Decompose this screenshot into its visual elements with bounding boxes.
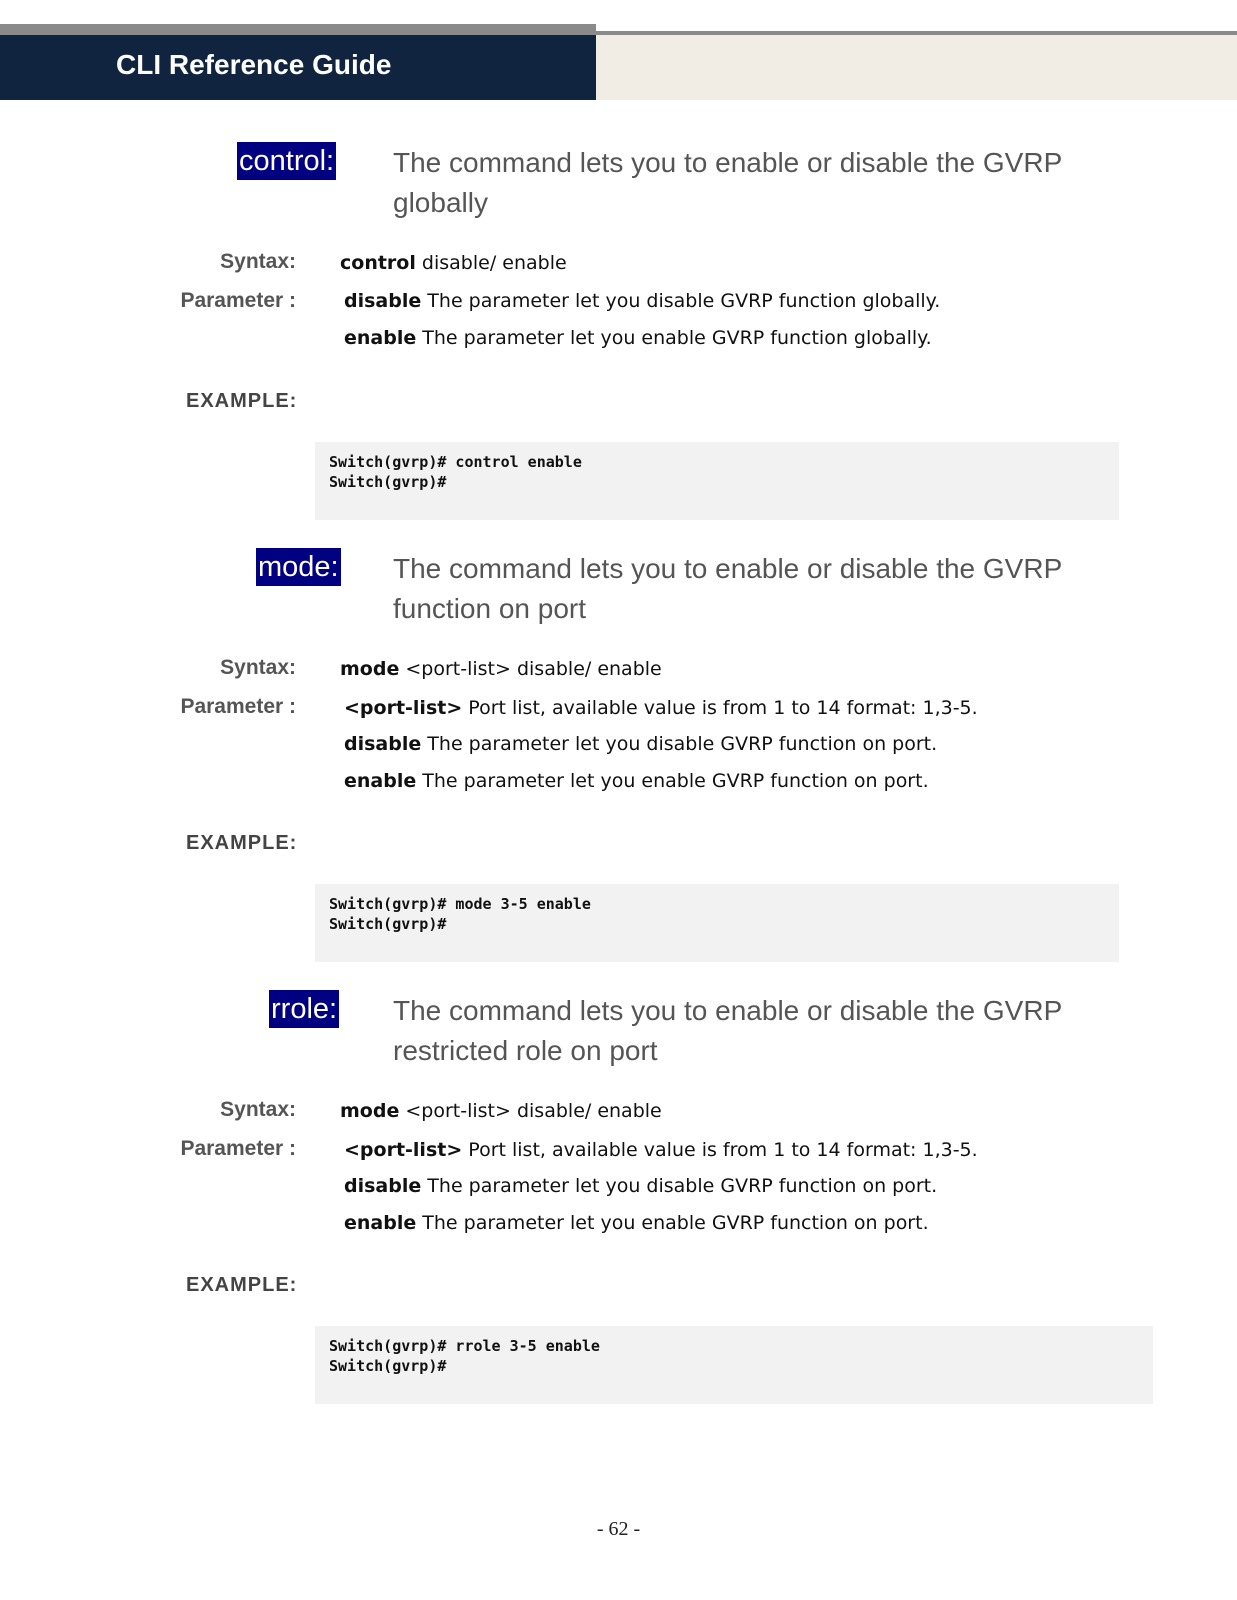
page-header-title: CLI Reference Guide <box>116 49 392 80</box>
syntax-label: Syntax: <box>220 250 296 273</box>
syntax-line <box>340 1098 662 1124</box>
parameter-text: The parameter let you enable GVRP function on port. <box>416 1212 929 1234</box>
parameter-line <box>344 768 929 794</box>
parameter-line <box>344 1210 929 1236</box>
parameter-name: enable <box>344 327 417 349</box>
header-accent-bar <box>0 24 596 35</box>
example-label: EXAMPLE: <box>186 1274 298 1296</box>
description-line: The command lets you to enable or disable the GVRP <box>393 553 1063 584</box>
syntax-args: <port-list> disable/ enable <box>399 658 662 680</box>
parameter-line <box>344 695 978 721</box>
parameter-label: Parameter : <box>180 289 296 312</box>
parameter-name: disable <box>344 290 422 312</box>
code-line: Switch(gvrp)# <box>329 473 447 491</box>
description-line: globally <box>393 187 488 218</box>
parameter-name: <port-list> <box>344 697 463 719</box>
syntax-label: Syntax: <box>220 1098 296 1121</box>
parameter-name: disable <box>344 1175 422 1197</box>
parameter-text: The parameter let you enable GVRP function globally. <box>416 327 932 349</box>
command-description <box>393 991 1133 1071</box>
parameter-text: Port list, available value is from 1 to 14 format: 1,3-5. <box>462 697 978 719</box>
parameter-line <box>344 325 932 351</box>
code-example-block <box>315 884 1119 962</box>
syntax-args: <port-list> disable/ enable <box>399 1100 662 1122</box>
code-line: Switch(gvrp)# <box>329 915 447 933</box>
parameter-label: Parameter : <box>180 695 296 718</box>
example-label: EXAMPLE: <box>186 390 298 412</box>
page-number: - 62 - <box>596 1518 641 1540</box>
description-line: function on port <box>393 593 587 624</box>
command-label-mode: mode: <box>256 548 341 586</box>
description-line: The command lets you to enable or disable the GVRP <box>393 995 1063 1026</box>
code-line: Switch(gvrp)# mode 3-5 enable <box>329 895 591 913</box>
parameter-text: The parameter let you disable GVRP function on port. <box>421 733 938 755</box>
syntax-line <box>340 656 662 682</box>
parameter-line <box>344 288 940 314</box>
parameter-label: Parameter : <box>180 1137 296 1160</box>
command-label-rrole: rrole: <box>269 990 339 1028</box>
code-line: Switch(gvrp)# <box>329 1357 447 1375</box>
syntax-command: control <box>340 252 416 274</box>
header-right-band <box>596 35 1237 100</box>
example-label: EXAMPLE: <box>186 832 298 854</box>
parameter-text: The parameter let you enable GVRP function on port. <box>416 770 929 792</box>
description-line: restricted role on port <box>393 1035 658 1066</box>
syntax-line <box>340 250 567 276</box>
code-example-block <box>315 1326 1153 1404</box>
parameter-text: The parameter let you disable GVRP function on port. <box>421 1175 938 1197</box>
parameter-name: disable <box>344 733 422 755</box>
parameter-line <box>344 1137 978 1163</box>
code-line: Switch(gvrp)# control enable <box>329 453 582 471</box>
parameter-line <box>344 1173 937 1199</box>
parameter-text: Port list, available value is from 1 to 14 format: 1,3-5. <box>462 1139 978 1161</box>
description-line: The command lets you to enable or disable the GVRP <box>393 147 1063 178</box>
syntax-command: mode <box>340 658 400 680</box>
syntax-command: mode <box>340 1100 400 1122</box>
parameter-line <box>344 731 937 757</box>
parameter-text: The parameter let you disable GVRP function globally. <box>421 290 941 312</box>
parameter-name: <port-list> <box>344 1139 463 1161</box>
syntax-label: Syntax: <box>220 656 296 679</box>
parameter-name: enable <box>344 770 417 792</box>
command-label-control: control: <box>237 142 336 180</box>
command-description <box>393 143 1133 223</box>
command-description <box>393 549 1133 629</box>
syntax-args: disable/ enable <box>415 252 567 274</box>
code-example-block <box>315 442 1119 520</box>
parameter-name: enable <box>344 1212 417 1234</box>
code-line: Switch(gvrp)# rrole 3-5 enable <box>329 1337 600 1355</box>
